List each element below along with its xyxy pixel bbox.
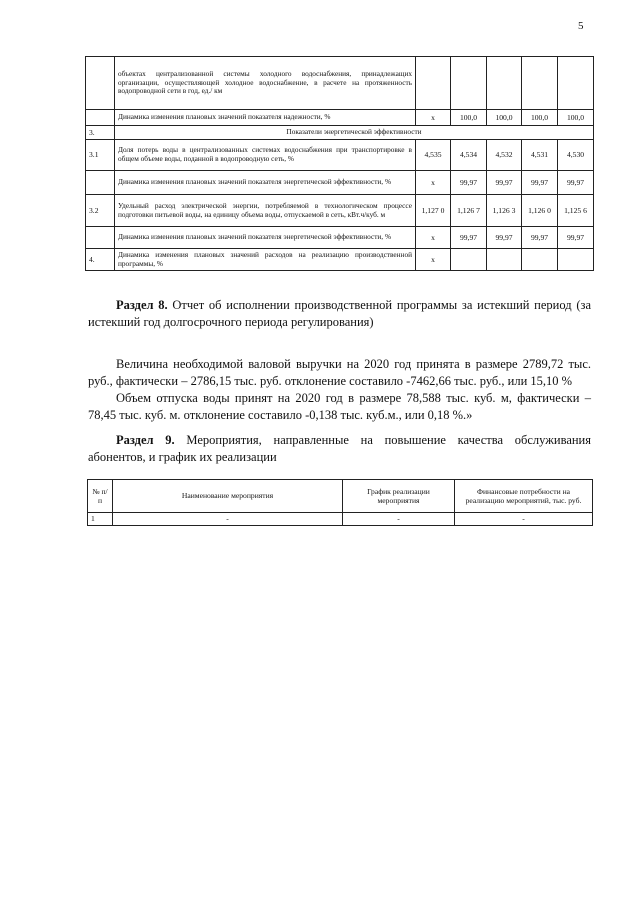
section-8-text: Отчет об исполнении производственной программы за истекший период (за истекший год долгосрочного периода регулирования) bbox=[88, 298, 591, 329]
row-description: Динамика изменения плановых значений расходов на реализацию производственной программы, % bbox=[115, 249, 416, 271]
row-description: Динамика изменения плановых значений показателя надежности, % bbox=[115, 110, 416, 126]
row-description: Удельный расход электрической энергии, потребляемой в технологическом процессе подготовки питьевой воды, на единицу объема воды, отпускаемой в сеть, кВт.ч/куб. м bbox=[115, 195, 416, 227]
table-row bbox=[86, 249, 594, 271]
row-value: 99,97 bbox=[522, 227, 558, 249]
row-index bbox=[86, 57, 115, 110]
section-9-label: Раздел 9. bbox=[116, 433, 175, 447]
page-number: 5 bbox=[578, 20, 584, 32]
row-index: 4. bbox=[86, 249, 115, 271]
row-description: объектах централизованной системы холодного водоснабжения, принадлежащих организации, осуществляющей холодное водоснабжение, в расчете на протяженность водопроводной сети в год, ед./ км bbox=[115, 57, 416, 110]
row-value: 1,126 3 bbox=[487, 195, 522, 227]
row-value: 99,97 bbox=[451, 171, 487, 195]
row-value: 99,97 bbox=[522, 171, 558, 195]
table-cell: - bbox=[113, 513, 343, 526]
row-value: 1,126 7 bbox=[451, 195, 487, 227]
row-value: 1,125 6 bbox=[558, 195, 594, 227]
row-value: 99,97 bbox=[558, 171, 594, 195]
row-value bbox=[522, 57, 558, 110]
table-row bbox=[86, 110, 594, 126]
volume-text: Объем отпуска воды принят на 2020 год в размере 78,588 тыс. куб. м, фактически – 78,45 тыс. куб. м. отклонение составило -0,138 тыс. куб.м., или 0,18 %.» bbox=[88, 391, 591, 422]
row-value: х bbox=[416, 171, 451, 195]
column-header: Финансовые потребности на реализацию мероприятий, тыс. руб. bbox=[455, 480, 593, 513]
row-index: 3.1 bbox=[86, 140, 115, 171]
row-value: 4,532 bbox=[487, 140, 522, 171]
section-8-label: Раздел 8. bbox=[116, 298, 168, 312]
row-value bbox=[451, 57, 487, 110]
row-value: 4,535 bbox=[416, 140, 451, 171]
revenue-text: Величина необходимой валовой выручки на 2020 год принята в размере 2789,72 тыс. руб., фактически – 2786,15 тыс. руб. отклонение составило -7462,66 тыс. руб., или 15,10 % bbox=[88, 357, 591, 388]
row-value: 100,0 bbox=[522, 110, 558, 126]
row-value bbox=[558, 57, 594, 110]
table-row bbox=[86, 195, 594, 227]
row-value: 4,534 bbox=[451, 140, 487, 171]
row-index: 3. bbox=[86, 126, 115, 140]
table-row bbox=[86, 227, 594, 249]
table-cell: - bbox=[343, 513, 455, 526]
table-row bbox=[86, 126, 594, 140]
row-description: Динамика изменения плановых значений показателя энергетической эффективности, % bbox=[115, 171, 416, 195]
section-8-heading bbox=[88, 297, 591, 331]
table-header-row bbox=[88, 480, 593, 513]
row-value: 100,0 bbox=[451, 110, 487, 126]
table-row bbox=[88, 513, 593, 526]
row-value: 99,97 bbox=[487, 171, 522, 195]
row-value: х bbox=[416, 249, 451, 271]
row-value: 100,0 bbox=[487, 110, 522, 126]
row-value: 4,531 bbox=[522, 140, 558, 171]
section-9-text: Мероприятия, направленные на повышение качества обслуживания абонентов, и график их реализации bbox=[88, 433, 591, 464]
row-value bbox=[487, 57, 522, 110]
section-heading: Показатели энергетической эффективности bbox=[115, 126, 594, 140]
row-value: 4,530 bbox=[558, 140, 594, 171]
table-row bbox=[86, 171, 594, 195]
row-value: х bbox=[416, 110, 451, 126]
row-value: 1,127 0 bbox=[416, 195, 451, 227]
row-value: 1,126 0 bbox=[522, 195, 558, 227]
row-description: Динамика изменения плановых значений показателя энергетической эффективности, % bbox=[115, 227, 416, 249]
table-row bbox=[86, 140, 594, 171]
row-value: 99,97 bbox=[558, 227, 594, 249]
column-header: График реализации мероприятия bbox=[343, 480, 455, 513]
section-9-heading bbox=[88, 432, 591, 466]
table-cell: 1 bbox=[88, 513, 113, 526]
row-value bbox=[451, 249, 487, 271]
column-header: Наименование мероприятия bbox=[113, 480, 343, 513]
row-value bbox=[416, 57, 451, 110]
table-cell: - bbox=[455, 513, 593, 526]
row-index bbox=[86, 227, 115, 249]
row-index bbox=[86, 171, 115, 195]
row-value: х bbox=[416, 227, 451, 249]
row-value bbox=[522, 249, 558, 271]
table-row bbox=[86, 57, 594, 110]
row-value: 100,0 bbox=[558, 110, 594, 126]
row-value: 99,97 bbox=[451, 227, 487, 249]
volume-paragraph bbox=[88, 390, 591, 424]
row-description: Доля потерь воды в централизованных системах водоснабжения при транспортировке в общем объеме воды, поданной в водопроводную сеть, % bbox=[115, 140, 416, 171]
row-value: 99,97 bbox=[487, 227, 522, 249]
row-index bbox=[86, 110, 115, 126]
column-header: № п/п bbox=[88, 480, 113, 513]
measures-table bbox=[87, 479, 593, 526]
revenue-paragraph bbox=[88, 356, 591, 390]
row-value bbox=[558, 249, 594, 271]
indicators-table bbox=[85, 56, 594, 271]
row-value bbox=[487, 249, 522, 271]
row-index: 3.2 bbox=[86, 195, 115, 227]
